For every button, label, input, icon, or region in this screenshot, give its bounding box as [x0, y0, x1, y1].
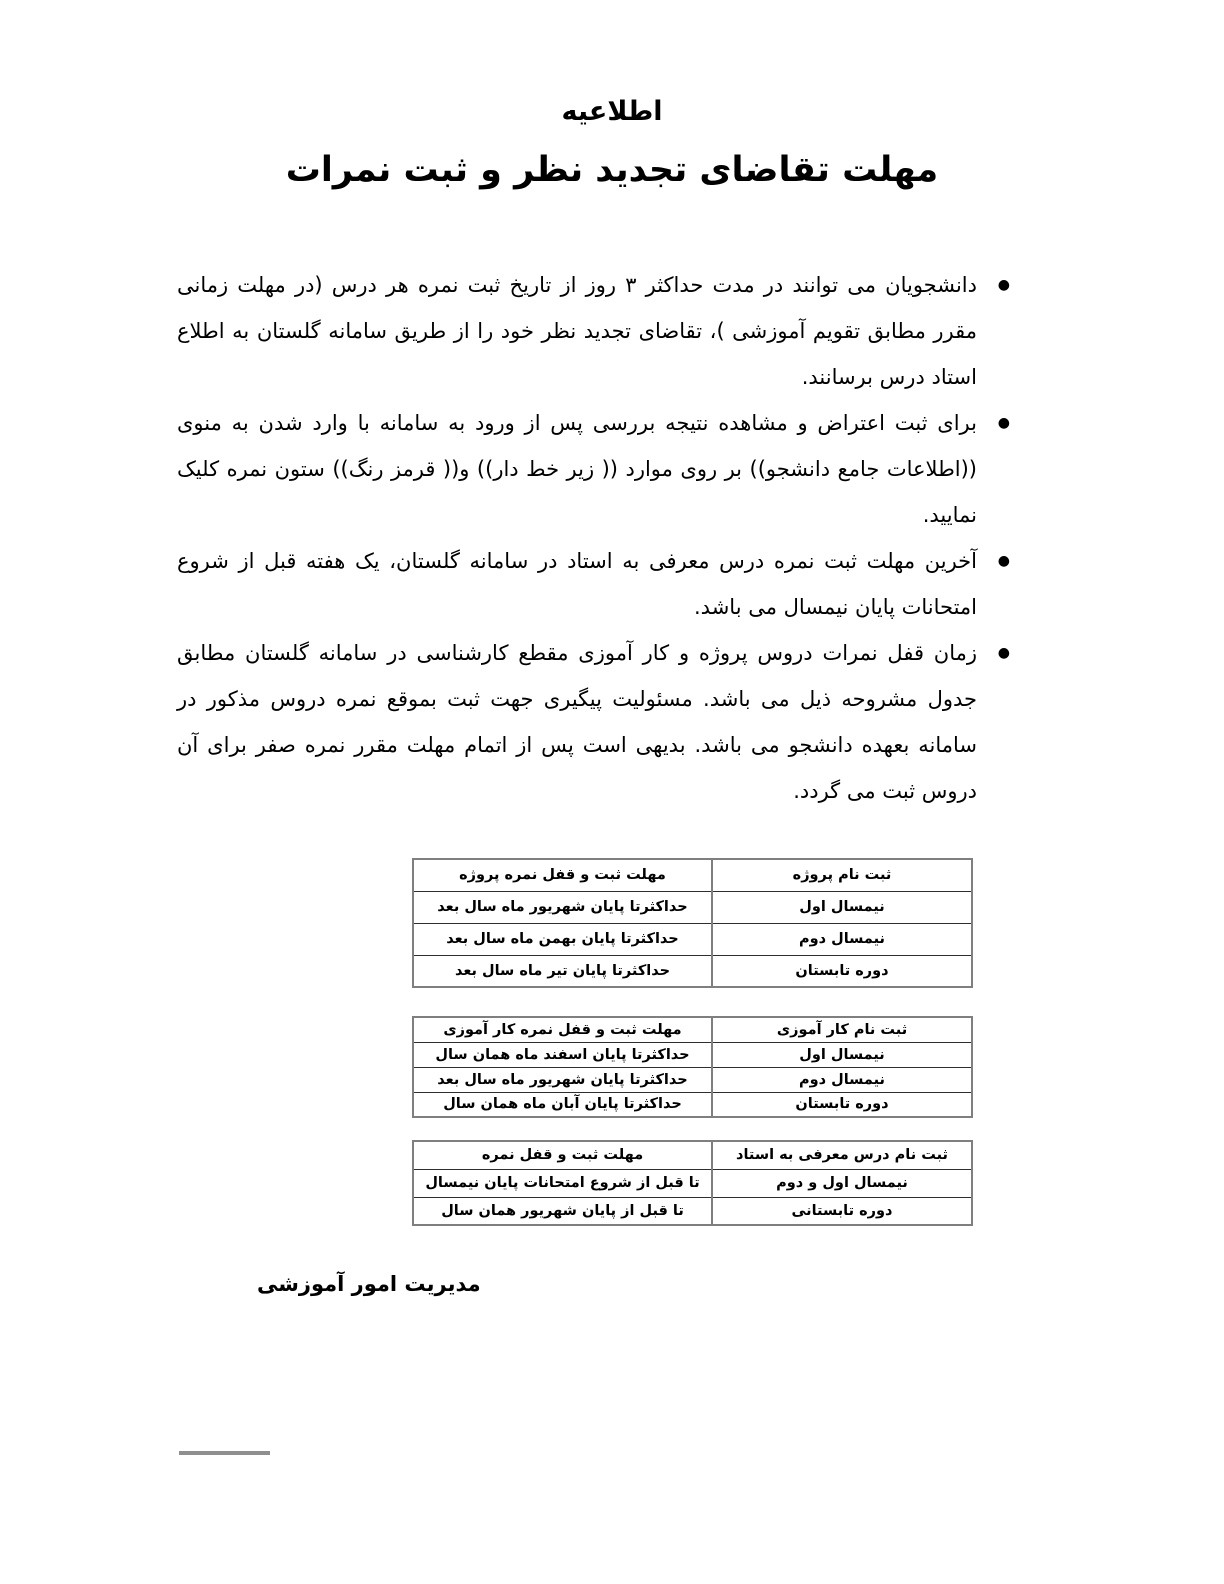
term-cell: دوره تابستان [712, 1092, 972, 1117]
term-cell: نیمسال اول [712, 891, 972, 923]
bullet-item: ● دانشجویان می توانند در مدت حداکثر ۳ روز از تاریخ ثبت نمره هر درس (در مهلت زمانی مقرر مطابق تقویم آموزشی )، تقاضای تجدید نظر خود را از طریق سامانه گلستان به اطلاع استاد درس برسانند. [177, 262, 1010, 400]
table-header-row [413, 1141, 972, 1169]
bullet-item: ● آخرین مهلت ثبت نمره درس معرفی به استاد در سامانه گلستان، یک هفته قبل از شروع امتحانات پایان نیمسال می باشد. [177, 538, 1010, 630]
table-row [413, 1042, 972, 1067]
bullet-item: ● برای ثبت اعتراض و مشاهده نتیجه بررسی پس از ورود به سامانه با وارد شدن به منوی ((اطلاعات جامع دانشجو)) بر روی موارد (( زیر خط دار)) و(( قرمز رنگ)) ستون نمره کلیک نمایید. [177, 400, 1010, 538]
table-row [413, 1197, 972, 1225]
deadline-cell: تا قبل از پایان شهریور همان سال [413, 1197, 712, 1225]
table-header-label: ثبت نام کار آموزی [712, 1017, 972, 1042]
intro-course-grade-table [412, 1140, 973, 1226]
term-cell: نیمسال دوم [712, 1067, 972, 1092]
notice-kicker: اطلاعیه [561, 96, 663, 127]
table-header-row [413, 1017, 972, 1042]
table-header-label: ثبت نام درس معرفی به استاد [712, 1141, 972, 1169]
term-cell: دوره تابستانی [712, 1197, 972, 1225]
table-row [413, 923, 972, 955]
term-cell: نیمسال اول [712, 1042, 972, 1067]
deadline-cell: حداکثرتا پایان شهریور ماه سال بعد [413, 891, 712, 923]
deadline-cell: حداکثرتا پایان اسفند ماه همان سال [413, 1042, 712, 1067]
table-header-deadline: مهلت ثبت و قفل نمره پروژه [413, 859, 712, 891]
internship-grade-table [412, 1016, 973, 1118]
deadline-cell: حداکثرتا پایان تیر ماه سال بعد [413, 955, 712, 987]
term-cell: دوره تابستان [712, 955, 972, 987]
table-header-label: ثبت نام پروژه [712, 859, 972, 891]
table-row [413, 1067, 972, 1092]
table-header-deadline: مهلت ثبت و قفل نمره کار آموزی [413, 1017, 712, 1042]
bullet-item: ● زمان قفل نمرات دروس پروژه و کار آموزی مقطع کارشناسی در سامانه گلستان مطابق جدول مشروحه ذیل می باشد. مسئولیت پیگیری جهت ثبت بموقع نمره دروس مذکور در سامانه بعهده دانشجو می باشد. بدیهی است پس از اتمام مهلت مقرر نمره صفر برای آن دروس ثبت می گردد. [177, 630, 1010, 814]
footnote-separator [179, 1451, 270, 1455]
page-title: مهلت تقاضای تجدید نظر و ثبت نمرات [285, 150, 939, 190]
signature: مدیریت امور آموزشی [257, 1272, 481, 1296]
deadline-cell: تا قبل از شروع امتحانات پایان نیمسال [413, 1169, 712, 1197]
table-row [413, 1092, 972, 1117]
deadline-cell: حداکثرتا پایان آبان ماه همان سال [413, 1092, 712, 1117]
table-row [413, 1169, 972, 1197]
deadline-cell: حداکثرتا پایان بهمن ماه سال بعد [413, 923, 712, 955]
table-header-deadline: مهلت ثبت و قفل نمره [413, 1141, 712, 1169]
table-row [413, 955, 972, 987]
term-cell: نیمسال اول و دوم [712, 1169, 972, 1197]
bullet-list [177, 262, 1010, 814]
deadline-cell: حداکثرتا پایان شهریور ماه سال بعد [413, 1067, 712, 1092]
table-row [413, 891, 972, 923]
term-cell: نیمسال دوم [712, 923, 972, 955]
table-header-row [413, 859, 972, 891]
project-grade-table [412, 858, 973, 988]
